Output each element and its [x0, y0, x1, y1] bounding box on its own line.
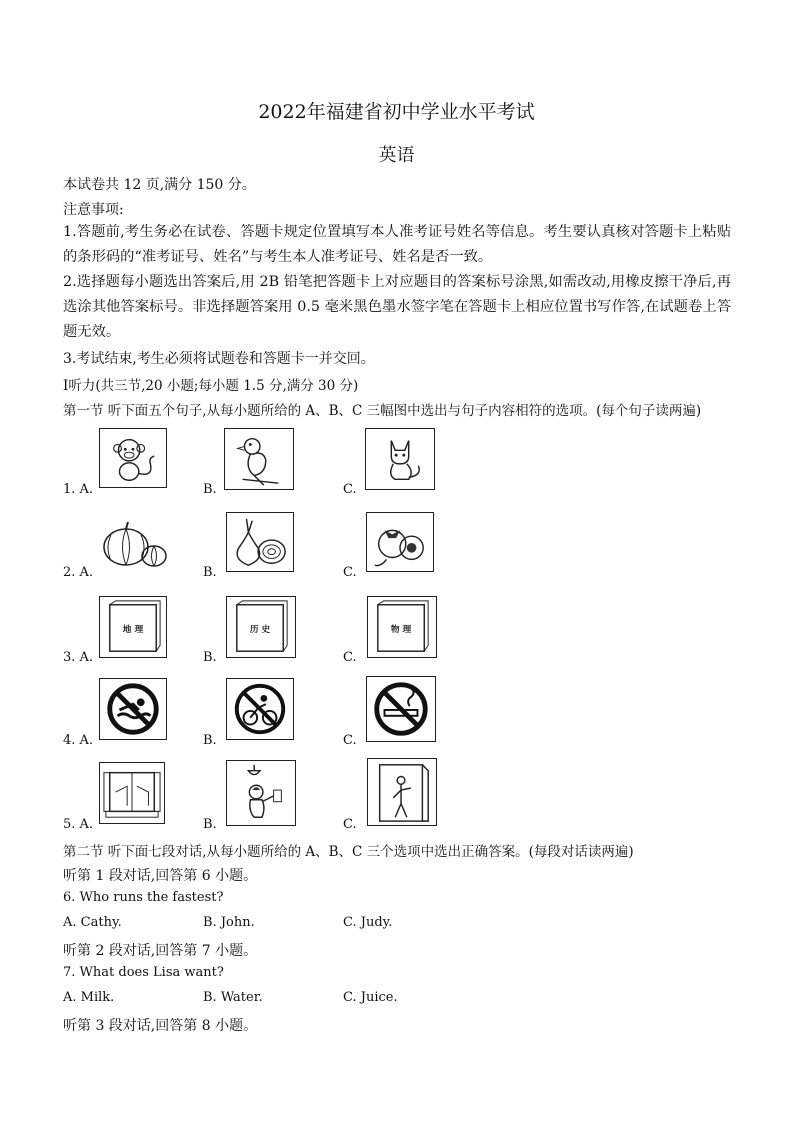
q1-option-a[interactable]	[99, 428, 167, 488]
q4-option-b[interactable]	[226, 678, 294, 740]
q7-option-c[interactable]: C. Juice.	[343, 990, 398, 1005]
pumpkin-icon	[99, 513, 169, 573]
q7-text: 7. What does Lisa want?	[63, 965, 224, 980]
q4-option-c[interactable]	[366, 676, 436, 742]
q3-option-c[interactable]	[367, 596, 437, 658]
q4-c-label: C.	[343, 733, 357, 748]
q3-option-b[interactable]	[226, 596, 296, 658]
q2-option-a[interactable]	[99, 513, 169, 573]
part2-instruction: 第二节 听下面七段对话,从每小题所给的 A、B、C 三个选项中选出正确答案。(每段对话读两遍)	[63, 844, 634, 860]
book-icon	[227, 597, 295, 657]
book-title-c: 物 理	[390, 624, 412, 635]
tomato-icon	[367, 513, 433, 571]
cat-icon	[366, 429, 434, 489]
q2-option-b[interactable]	[226, 512, 294, 572]
note-2: 2.选择题每小题选出答案后,用 2B 铅笔把答题卡上对应题目的答案标号涂黑,如需改动,用橡皮擦干净后,再选涂其他答案标号。非选择题答案用 0.5 毫米黑色墨水签字笔在答题卡上相应位置书写作答,在试题卷上答题无效。	[63, 274, 731, 340]
onion-icon	[227, 513, 293, 571]
total-info: 本试卷共 12 页,满分 150 分。	[63, 177, 256, 193]
notes-heading: 注意事项:	[63, 202, 124, 218]
q5-option-a[interactable]	[99, 762, 165, 824]
monkey-icon	[100, 429, 166, 487]
door-icon	[368, 759, 436, 825]
light-switch-icon	[227, 761, 295, 825]
q4-option-a[interactable]	[99, 678, 167, 740]
window-icon	[100, 763, 164, 823]
part1-instruction: 第一节 听下面五个句子,从每小题所给的 A、B、C 三幅图中选出与句子内容相符的选项。(每个句子读两遍)	[63, 403, 702, 419]
no-swimming-icon	[100, 679, 166, 739]
q6-text: 6. Who runs the fastest?	[63, 890, 224, 905]
no-smoking-icon	[367, 677, 435, 741]
note-1: 1.答题前,考生务必在试卷、答题卡规定位置填写本人准考证号姓名等信息。考生要认真核对答题卡上粘贴的条形码的“准考证号、姓名”与考生本人准考证号、姓名是否一致。	[63, 224, 731, 265]
q7-option-b[interactable]: B. Water.	[203, 990, 263, 1005]
no-cycling-icon	[227, 679, 293, 739]
dialog3-note: 听第 3 段对话,回答第 8 小题。	[63, 1018, 258, 1034]
subject-title: 英语	[378, 145, 415, 166]
bird-icon	[225, 429, 293, 489]
q3-label: 3. A.	[63, 650, 94, 665]
q3-option-a[interactable]	[99, 596, 167, 658]
q6-option-a[interactable]: A. Cathy.	[63, 915, 122, 930]
q3-c-label: C.	[343, 650, 357, 665]
q1-option-b[interactable]	[224, 428, 294, 490]
q5-option-c[interactable]	[367, 758, 437, 826]
q4-b-label: B.	[203, 733, 217, 748]
q6-option-b[interactable]: B. John.	[203, 915, 255, 930]
q1-c-label: C.	[343, 482, 357, 497]
book-title-b: 历 史	[249, 624, 271, 635]
q5-b-label: B.	[203, 817, 217, 832]
q1-b-label: B.	[203, 482, 217, 497]
book-title-a: 地 理	[122, 624, 144, 635]
q3-b-label: B.	[203, 650, 217, 665]
note-3: 3.考试结束,考生必须将试题卷和答题卡一并交回。	[63, 351, 375, 367]
q5-c-label: C.	[343, 817, 357, 832]
book-icon	[100, 597, 166, 657]
section-heading: I听力(共三节,20 小题;每小题 1.5 分,满分 30 分)	[63, 378, 359, 394]
q7-option-a[interactable]: A. Milk.	[63, 990, 115, 1005]
q2-c-label: C.	[343, 565, 357, 580]
q5-option-b[interactable]	[226, 760, 296, 826]
dialog2-note: 听第 2 段对话,回答第 7 小题。	[63, 943, 258, 959]
exam-title: 2022年福建省初中学业水平考试	[258, 101, 535, 123]
q1-option-c[interactable]	[365, 428, 435, 490]
q4-label: 4. A.	[63, 733, 94, 748]
book-icon	[368, 597, 436, 657]
q2-b-label: B.	[203, 565, 217, 580]
q5-label: 5. A.	[63, 817, 94, 832]
q1-label: 1. A.	[63, 482, 94, 497]
q6-option-c[interactable]: C. Judy.	[343, 915, 393, 930]
q2-label: 2. A.	[63, 565, 94, 580]
q2-option-c[interactable]	[366, 512, 434, 572]
dialog1-note: 听第 1 段对话,回答第 6 小题。	[63, 868, 258, 884]
